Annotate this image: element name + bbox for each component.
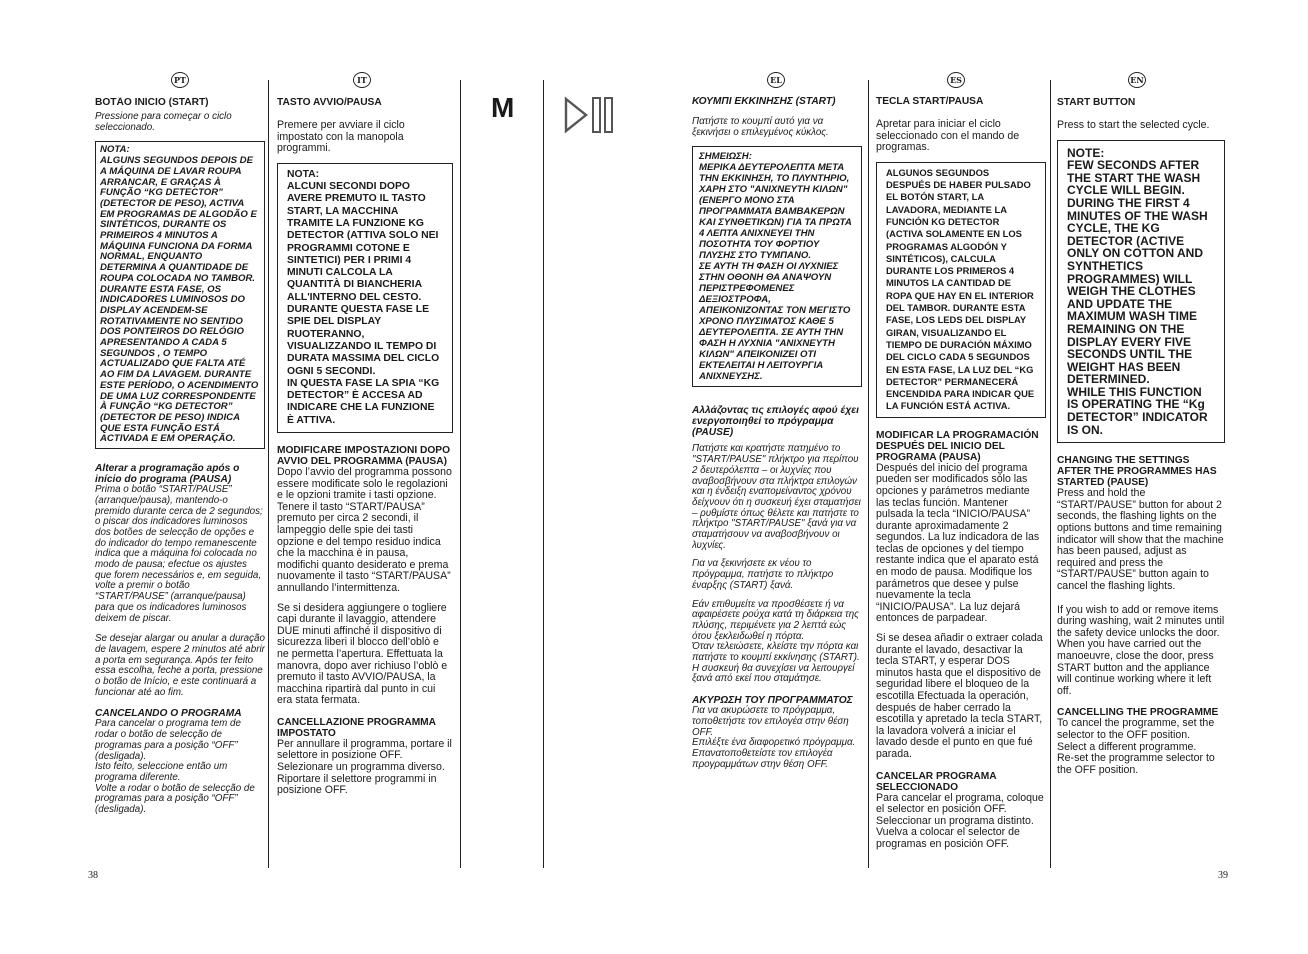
play-pause-icon (563, 96, 619, 139)
body-text: Prima o botão “START/PAUSE” (arranque/pausa), mantendo-o premido durante cerca de 2 segundos; o piscar dos indicadores luminosos dos botões de selecção de opções e do indicador do tempo remanescente indica que a máquina foi colocada no modo de pausa; efectue os ajustes que forem necessários e, em seguida, volte a premir o botão “START/PAUSE” (arranque/pausa) para que os indicadores luminosos deixem de piscar. (95, 484, 263, 624)
section-title: TASTO AVVIO/PAUSA (277, 97, 382, 108)
subsection-title: CHANGING THE SETTINGS AFTER THE PROGRAMMES HAS STARTED (PAUSE) (1057, 455, 1217, 489)
intro-text: Πατήστε το κουμπί αυτό για να ξεκινήσει ο επιλεγμένος κύκλος. (692, 116, 829, 138)
page-number-left: 38 (88, 870, 98, 881)
note-box: NOTA: ALGUNS SEGUNDOS DEPOIS DE A MÁQUINA DE LAVAR ROUPA ARRANCAR, E GRAÇAS À FUNÇÃO “KG DETECTOR” (DETECTOR DE PESO), ACTIVA EM PROGRAMAS DE ALGODÃO E SINTÉTICOS, DURANTE OS PRIMEIROS 4 MINUTOS A MÁQUINA FUNCIONA DA FORMA NORMAL, ENQUANTO DETERMINA A QUANTIDADE DE ROUPA COLOCADA NO TAMBOR. DURANTE ESTA FASE, OS INDICADORES LUMINOSOS DO DISPLAY ACENDEM-SE ROTATIVAMENTE NO SENTIDO DOS PONTEIROS DO RELÓGIO APRESENTANDO A CADA 5 SEGUNDOS , O TEMPO ACTUALIZADO QUE FALTA ATÉ AO FIM DA LAVAGEM. DURANTE ESTE PERÍODO, O ACENDIMENTO DE UMA LUZ CORRESPONDENTE À FUNÇÃO “KG DETECTOR” (DETECTOR DE PESO) INDICA QUE ESTA FUNÇÃO ESTÁ ACTIVADA E EM OPERAÇÃO. (95, 141, 265, 449)
intro-text: Pressione para começar o ciclo seleccionado. (95, 111, 232, 133)
body-text: Εάν επιθυμείτε να προσθέσετε ή να αφαιρέσετε ρούχα κατά τη διάρκεια της πλύσης, περιμένετε για 2 λεπτά εώς ότου ξεκλειδωθεί η πόρτα. Όταν τελειώσετε, κλείστε την πόρτα και πατήστε το κουμπί εκκίνησης (START). Η συσκευή θα συνεχίσει να λειτουργεί ξανά από εκεί που σταμάτησε. (692, 598, 860, 685)
subsection-title: CANCELAR PROGRAMA SELECCIONADO (876, 770, 997, 793)
subsection-title: MODIFICAR LA PROGRAMACIÓN DESPUÉS DEL INICIO DEL PROGRAMA (PAUSA) (876, 429, 1039, 463)
note-box: NOTA: ALCUNI SECONDI DOPO AVERE PREMUTO IL TASTO START, LA MACCHINA TRAMITE LA FUNZIONE KG DETECTOR (ATTIVA SOLO NEI PROGRAMMI COTONE E SINTETICI) PER I PRIMI 4 MINUTI CALCOLA LA QUANTITÀ DI BIANCHERIA ALL'INTERNO DEL CESTO. DURANTE QUESTA FASE LE SPIE DEL DISPLAY RUOTERANNO, VISUALIZZANDO IL TEMPO DI DURATA MASSIMA DEL CICLO OGNI 5 SECONDI. IN QUESTA FASE LA SPIA “KG DETECTOR” È ACCESA AD INDICARE CHE LA FUNZIONE È ATTIVA. (277, 163, 453, 433)
body-text: To cancel the programme, set the selector to the OFF position. Select a different programme. Re-set the programme selector to the OFF position. (1057, 717, 1215, 776)
body-text: If you wish to add or remove items during washing, wait 2 minutes until the safety device unlocks the door. When you have carried out the manoeuvre, close the door, press START button and the appliance will continue working where it left off. (1057, 603, 1225, 697)
column-pt (95, 97, 265, 824)
column-divider (268, 80, 269, 868)
subsection-title: CANCELANDO O PROGRAMA (95, 708, 242, 720)
subsection-title: Alterar a programação após o início do programa (PAUSA) (95, 463, 240, 486)
subsection-title: MODIFICARE IMPOSTAZIONI DOPO AVVIO DEL PROGRAMMA (PAUSA) (277, 445, 450, 468)
note-box: NOTE: FEW SECONDS AFTER THE START THE WASH CYCLE WILL BEGIN. DURING THE FIRST 4 MINUTES OF THE WASH CYCLE, THE KG DETECTOR (ACTIVE ONLY ON COTTON AND SYNTHETICS PROGRAMMES) WILL WEIGH THE CLOTHES AND UPDATE THE MAXIMUM WASH TIME REMAINING ON THE DISPLAY EVERY FIVE SECONDS UNTIL THE WEIGHT HAS BEEN DETERMINED. WHILE THIS FUNCTION IS OPERATING THE “Kg DETECTOR” INDICATOR IS ON. (1057, 140, 1225, 444)
body-text: Si se desea añadir o extraer colada durante el lavado, desactivar la tecla START, y esperar DOS minutos hasta que el dispositivo de seguridad libere el bloqueo de la escotilla Efectuada la operación, después de haber cerrado la escotilla y apretado la tecla START, la lavadora volverá a iniciar el lavado desde el punto en que fué parada. (876, 632, 1043, 760)
body-text: Para cancelar o programa tem de rodar o botão de selecção de programas para a posição “OFF” (desligada). Isto feito, seleccione então um programa diferente. Volte a rodar o botão de selecção de programas para a posição “OFF” (desligada). (95, 718, 255, 816)
column-divider (868, 80, 869, 868)
column-divider (460, 80, 461, 868)
subsection-title: Αλλάζοντας τις επιλογές αφού έχει ενεργοποιηθεί το πρόγραμμα (PAUSE) (692, 405, 859, 439)
body-text: Se desejar alargar ou anular a duração de lavagem, espere 2 minutos até abrir a porta em segurança. Após ter feito essa escolha, feche a porta, pressione o botão de Início, e este continuará a funcionar até ao fim. (95, 633, 265, 698)
note-box: ALGUNOS SEGUNDOS DESPUÉS DE HABER PULSADO EL BOTÓN START, LA LAVADORA, MEDIANTE LA FUNCIÓN KG DETECTOR (ACTIVA SOLAMENTE EN LOS PROGRAMAS ALGODÓN Y SINTÉTICOS), CALCULA DURANTE LOS PRIMEROS 4 MINUTOS LA CANTIDAD DE ROPA QUE HAY EN EL INTERIOR DEL TAMBOR. DURANTE ESTA FASE, LOS LEDS DEL DISPLAY GIRAN, VISUALIZANDO EL TIEMPO DE DURACIÓN MÁXIMO DEL CICLO CADA 5 SEGUNDOS EN ESTA FASE, LA LUZ DEL “KG DETECTOR” PERMANECERÁ ENCENDIDA PARA INDICAR QUE LA FUNCIÓN ESTÁ ACTIVA. (876, 162, 1046, 418)
body-text: Για να ακυρώσετε το πρόγραμμα, τοποθετήστε τον επιλογέα στην θέση OFF. Επιλέξτε ένα διαφορετικό πρόγραμμα. Επανατοποθετείστε τον επιλογέα προγραμμάτων στην θέση OFF. (692, 705, 856, 770)
column-es (876, 96, 1046, 859)
intro-text: Premere per avviare il ciclo impostato con la manopola programmi. (277, 119, 405, 155)
body-text: Se si desidera aggiungere o togliere capi durante il lavaggio, attendere DUE minuti affinché il dispositivo di sicurezza liberi il blocco dell’oblò e ne permetta l’apertura. Effettuata la manovra, dopo aver richiuso l’oblò e premuto il tasto AVVIO/PAUSA, la macchina ripartirà dal punto in cui era stata fermata. (277, 601, 448, 707)
section-title: ΚΟΥΜΠΙ ΕΚΚΙΝΗΣΗΣ (START) (692, 96, 836, 107)
language-badge-es: ES (947, 72, 965, 88)
column-it (277, 97, 453, 805)
body-text: Después del inicio del programa pueden ser modificados sólo las opciones y parámetros mediante las teclas función. Mantener pulsada la tecla “INICIO/PAUSA” durante aproximadamente 2 segundos. La luz indicadora de las teclas de opciones y del tiempo restante indica que el aparato está en modo de pausa. Modifique los parámetros que desee y pulse nuevamente la tecla “INICIO/PAUSA”. La luz dejará entonces de parpadear. (876, 461, 1040, 625)
subsection-title: CANCELLING THE PROGRAMME (1057, 707, 1219, 719)
body-text: Per annullare il programma, portare il selettore in posizione OFF. Selezionare un programma diverso. Riportare il selettore programmi in posizione OFF. (277, 737, 452, 797)
body-text: Για να ξεκινήσετε εκ νέου το πρόγραμμα, πατήστε το πλήκτρο έναρξης (START) ξανά. (692, 558, 834, 591)
language-badge-en: EN (1128, 72, 1146, 88)
column-divider (543, 80, 544, 868)
subsection-title: CANCELLAZIONE PROGRAMMA IMPOSTATO (277, 716, 436, 739)
column-el (692, 96, 862, 778)
section-letter: M (491, 92, 515, 123)
intro-text: Apretar para iniciar el ciclo seleccionado con el mando de programas. (876, 118, 1020, 154)
language-badge-pt: PT (171, 72, 189, 88)
intro-text: Press to start the selected cycle. (1057, 119, 1210, 131)
note-box: ΣΗΜΕΙΩΣΗ: ΜΕΡΙΚΑ ΔΕΥΤΕΡΟΛΕΠΤΑ ΜΕΤΑ ΤΗΝ ΕΚΚΙΝΗΣΗ, ΤΟ ΠΛΥΝΤΗΡΙΟ, ΧΑΡΗ ΣΤΟ "ΑΝΙΧΝΕΥΤΗ ΚΙΛΩΝ" (ΕΝΕΡΓΟ ΜΟΝΟ ΣΤΑ ΠΡΟΓΡΑΜΜΑΤΑ ΒΑΜΒΑΚΕΡΩΝ ΚΑΙ ΣΥΝΘΕΤΙΚΩΝ) ΓΙΑ ΤΑ ΠΡΩΤΑ 4 ΛΕΠΤΑ ΑΝΙΧΝΕΥΕΙ ΤΗΝ ΠΟΣΟΤΗΤΑ ΤΟΥ ΦΟΡΤΙΟΥ ΠΛΥΣΗΣ ΣΤΟ ΤΥΜΠΑΝΟ. ΣΕ ΑΥΤΗ ΤΗ ΦΑΣΗ ΟΙ ΛΥΧΝΙΕΣ ΣΤΗΝ ΟΘΟΝΗ ΘΑ ΑΝΑΨΟΥΝ ΠΕΡΙΣΤΡΕΦΟΜΕΝΕΣ ΔΕΞΙΟΣΤΡΟΦΑ, ΑΠΕΙΚΟΝΙΖΟΝΤΑΣ ΤΟΝ ΜΕΓΙΣΤΟ ΧΡΟΝΟ ΠΛΥΣΙΜΑΤΟΣ ΚΑΘΕ 5 ΔΕΥΤΕΡΟΛΕΠΤΑ. ΣΕ ΑΥΤΗ ΤΗΝ ΦΑΣΗ Η ΛΥΧΝΙΑ "ΑΝΙΧΝΕΥΤΗ ΚΙΛΩΝ" ΑΠΕΙΚΟΝΙΖΕΙ ΟΤΙ ΕΚΤΕΛΕΙΤΑΙ Η ΛΕΙΤΟΥΡΓΙΑ ΑΝΙΧΝΕΥΣΗΣ. (692, 146, 862, 387)
language-badge-it: IT (353, 72, 371, 88)
body-text: Πατήστε και κρατήστε πατημένο το "START/PAUSE" πλήκτρο για περίπου 2 δευτερόλεπτα – οι λυχνίες που αναβοσβήνουν στα πλήκτρα επιλογών και η ένδειξη εναπομείναντος χρόνου δείχνουν ότι η συσκευή έχει σταματήσει – ρυθμίστε όπως θέλετε και πατήστε το πλήκτρο "START/PAUSE" ξανά για να σταματήσουν να αναβοσβήνουν οι λυχνίες. (692, 443, 861, 551)
subsection-title: ΑΚΥΡΩΣΗ ΤΟΥ ΠΡΟΓΡΑΜΜΑΤΟΣ (692, 695, 853, 707)
language-badge-el: EL (767, 72, 785, 88)
body-text: Press and hold the “START/PAUSE” button for about 2 seconds, the flashing lights on the options buttons and time remaining indicator will show that the machine has been paused, adjust as required and press the “START/PAUSE” button again to cancel the flashing lights. (1057, 487, 1224, 592)
column-divider (1050, 80, 1051, 868)
body-text: Dopo l’avvio del programma possono essere modificate solo le regolazioni e le opzioni tramite i tasti opzione. Tenere il tasto “START/PAUSA” premuto per circa 2 secondi, il lampeggio delle spie dei tasti opzione e del tempo residuo indica che la macchina è in pausa, modifichi quanto desiderato e prema nuovamente il tasto “START/PAUSA” annullando l’intermittenza. (277, 466, 452, 594)
section-title: BOTÃO INÍCIO (START) (95, 97, 209, 108)
column-en (1057, 97, 1225, 784)
section-title: TECLA START/PAUSA (876, 96, 984, 107)
page-number-right: 39 (1218, 870, 1228, 881)
body-text: Para cancelar el programa, coloque el selector en posición OFF. Seleccionar un programa distinto. Vuelva a colocar el selector de programas en posición OFF. (876, 791, 1044, 850)
section-title: START BUTTON (1057, 97, 1136, 108)
